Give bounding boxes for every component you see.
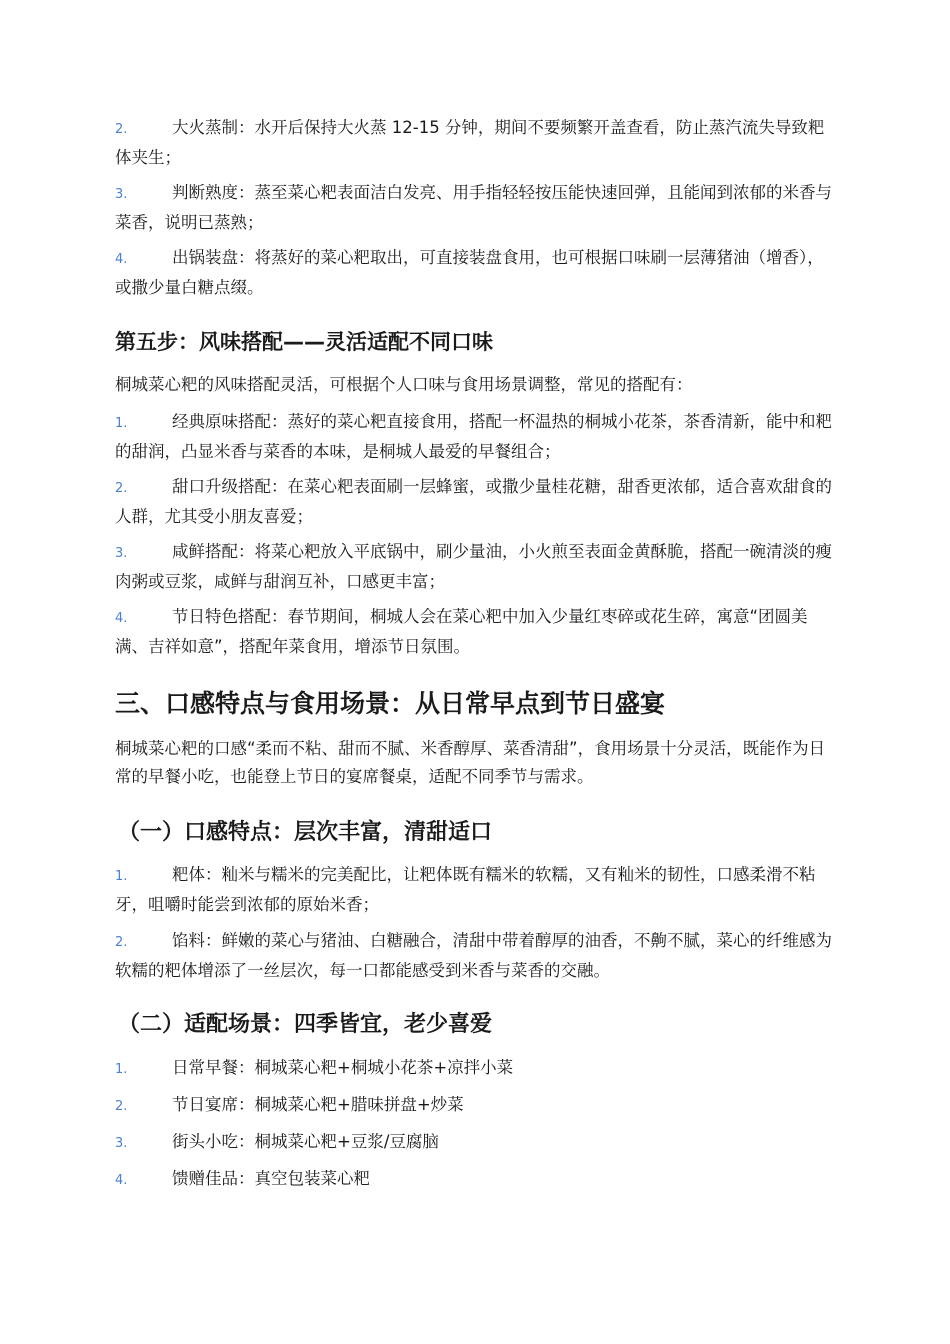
step5-heading: 第五步：风味搭配——灵活适配不同口味 (115, 330, 493, 354)
list-number: 4. (115, 611, 128, 626)
list-text: 街头小吃：桐城菜心粑+豆浆/豆腐脑 (172, 1132, 439, 1151)
list-item (115, 1128, 835, 1158)
list-number: 2. (115, 122, 128, 137)
list-number: 3. (115, 546, 128, 561)
list-text: 经典原味搭配：蒸好的菜心粑直接食用，搭配一杯温热的桐城小花茶，茶香清新，能中和粑的甜润，凸显米香与菜香的本味，是桐城人最爱的早餐组合； (115, 412, 832, 461)
list-item (115, 1165, 835, 1195)
list-item (115, 408, 835, 466)
list-item (115, 114, 835, 172)
section3-heading: 三、口感特点与食用场景：从日常早点到节日盛宴 (115, 689, 666, 718)
list-text: 节日宴席：桐城菜心粑+腊味拼盘+炒菜 (172, 1095, 464, 1114)
list-item (115, 1091, 835, 1121)
list-item (115, 473, 835, 531)
list-text: 日常早餐：桐城菜心粑+桐城小花茶+凉拌小菜 (172, 1058, 514, 1077)
list-number: 1. (115, 869, 128, 884)
list-item (115, 244, 835, 302)
list-number: 2. (115, 1099, 128, 1114)
list-text: 甜口升级搭配：在菜心粑表面刷一层蜂蜜，或撒少量桂花糖，甜香更浓郁，适合喜欢甜食的人群，尤其受小朋友喜爱； (115, 477, 832, 526)
list-number: 4. (115, 1173, 128, 1188)
sub2-heading: （二）适配场景：四季皆宜，老少喜爱 (118, 1012, 493, 1037)
step5-intro: 桐城菜心粑的风味搭配灵活，可根据个人口味与食用场景调整，常见的搭配有： (115, 375, 693, 394)
list-number: 2. (115, 935, 128, 950)
list-item (115, 927, 835, 985)
sub1-heading: （一）口感特点：层次丰富，清甜适口 (118, 820, 493, 845)
section3-intro: 桐城菜心粑的口感“柔而不粘、甜而不腻、米香醇厚、菜香清甜”，食用场景十分灵活，既能作为日常的早餐小吃，也能登上节日的宴席餐桌，适配不同季节与需求。 (115, 739, 826, 786)
list-number: 3. (115, 1136, 128, 1151)
list-text: 粑体：籼米与糯米的完美配比，让粑体既有糯米的软糯，又有籼米的韧性，口感柔滑不粘牙，咀嚼时能尝到浓郁的原始米香； (115, 865, 816, 914)
list-text: 出锅装盘：将蒸好的菜心粑取出，可直接装盘食用，也可根据口味刷一层薄猪油（增香），或撒少量白糖点缀。 (115, 248, 824, 297)
list-text: 馈赠佳品：真空包装菜心粑 (172, 1169, 370, 1188)
list-text: 馅料：鲜嫩的菜心与猪油、白糖融合，清甜中带着醇厚的油香，不齁不腻，菜心的纤维感为软糯的粑体增添了一丝层次，每一口都能感受到米香与菜香的交融。 (115, 931, 832, 980)
list-text: 节日特色搭配：春节期间，桐城人会在菜心粑中加入少量红枣碎或花生碎，寓意“团圆美满、吉祥如意”，搭配年菜食用，增添节日氛围。 (115, 607, 808, 656)
list-text: 咸鲜搭配：将菜心粑放入平底锅中，刷少量油，小火煎至表面金黄酥脆，搭配一碗清淡的瘦肉粥或豆浆，咸鲜与甜润互补，口感更丰富； (115, 542, 832, 591)
list-item (115, 538, 835, 596)
list-number: 4. (115, 252, 128, 267)
list-item (115, 861, 835, 919)
list-text: 大火蒸制：水开后保持大火蒸 12-15 分钟，期间不要频繁开盖查看，防止蒸汽流失导致粑体夹生； (115, 118, 825, 167)
list-item (115, 603, 835, 661)
list-text: 判断熟度：蒸至菜心粑表面洁白发亮、用手指轻轻按压能快速回弹，且能闻到浓郁的米香与菜香，说明已蒸熟； (115, 183, 832, 232)
list-number: 3. (115, 187, 128, 202)
list-item (115, 1054, 835, 1084)
list-number: 2. (115, 481, 128, 496)
list-item (115, 179, 835, 237)
list-number: 1. (115, 416, 128, 431)
list-number: 1. (115, 1062, 128, 1077)
